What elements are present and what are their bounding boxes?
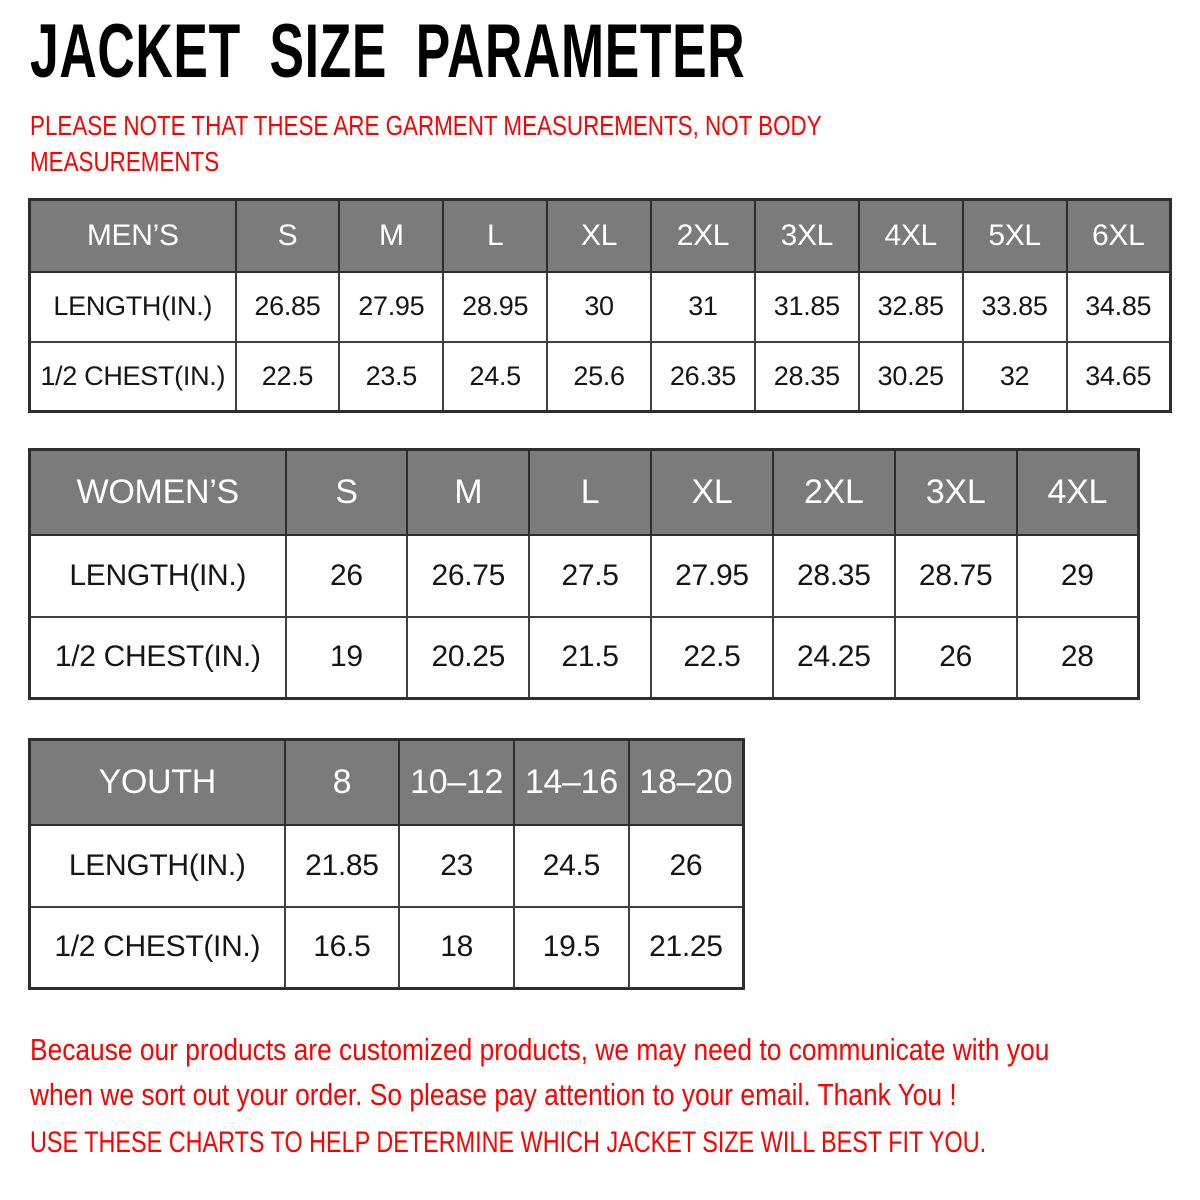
- measurement-row: [30, 825, 744, 907]
- womens-table-title-cell: WOMEN’S: [30, 450, 286, 535]
- measurement-value-cell: 16.5: [285, 907, 400, 989]
- measurement-value-cell: 21.85: [285, 825, 400, 907]
- mens-table-container: [28, 198, 1172, 413]
- measurement-value-cell: 28.95: [443, 272, 547, 342]
- measurement-value-cell: 26.35: [651, 342, 755, 412]
- text-line: Because our products are customized products, we may need to communicate with you: [30, 1032, 1050, 1067]
- garment-measurement-note: [30, 108, 822, 179]
- measurement-value-cell: 31: [651, 272, 755, 342]
- measurement-value-cell: 21.25: [629, 907, 744, 989]
- measurement-row: [30, 272, 1171, 342]
- size-column-header: S: [236, 200, 340, 272]
- row-label-cell: 1/2 CHEST(IN.): [30, 617, 286, 699]
- size-column-header: 18–20: [629, 740, 744, 825]
- measurement-value-cell: 28.75: [895, 535, 1017, 617]
- chart-usage-note: USE THESE CHARTS TO HELP DETERMINE WHICH JACKET SIZE WILL BEST FIT YOU.: [30, 1126, 987, 1159]
- measurement-value-cell: 26: [629, 825, 744, 907]
- row-label-cell: 1/2 CHEST(IN.): [30, 342, 236, 412]
- size-column-header: M: [407, 450, 529, 535]
- measurement-value-cell: 24.5: [443, 342, 547, 412]
- measurement-row: [30, 342, 1171, 412]
- measurement-value-cell: 19: [286, 617, 408, 699]
- measurement-value-cell: 32.85: [859, 272, 963, 342]
- mens-size-table: [28, 198, 1172, 413]
- mens-table-title-cell: MEN’S: [30, 200, 236, 272]
- size-column-header: 2XL: [773, 450, 895, 535]
- text-line: PLEASE NOTE THAT THESE ARE GARMENT MEASUREMENTS, NOT BODY: [30, 110, 822, 141]
- measurement-value-cell: 27.95: [339, 272, 443, 342]
- measurement-value-cell: 26.75: [407, 535, 529, 617]
- measurement-value-cell: 30.25: [859, 342, 963, 412]
- measurement-value-cell: 26: [286, 535, 408, 617]
- size-column-header: XL: [651, 450, 773, 535]
- measurement-row: [30, 907, 744, 989]
- row-label-cell: LENGTH(IN.): [30, 825, 285, 907]
- measurement-value-cell: 25.6: [547, 342, 651, 412]
- measurement-value-cell: 27.5: [529, 535, 651, 617]
- page-title: JACKET SIZE PARAMETER: [30, 9, 746, 94]
- size-column-header: M: [339, 200, 443, 272]
- measurement-value-cell: 32: [963, 342, 1067, 412]
- youth-table-title-cell: YOUTH: [30, 740, 285, 825]
- youth-size-table: [28, 738, 745, 990]
- size-column-header: 3XL: [895, 450, 1017, 535]
- measurement-value-cell: 24.5: [514, 825, 629, 907]
- size-column-header: XL: [547, 200, 651, 272]
- measurement-value-cell: 31.85: [755, 272, 859, 342]
- measurement-value-cell: 20.25: [407, 617, 529, 699]
- measurement-value-cell: 27.95: [651, 535, 773, 617]
- row-label-cell: 1/2 CHEST(IN.): [30, 907, 285, 989]
- measurement-value-cell: 33.85: [963, 272, 1067, 342]
- size-column-header: 4XL: [859, 200, 963, 272]
- size-column-header: L: [443, 200, 547, 272]
- header-row: [30, 200, 1171, 272]
- measurement-value-cell: 22.5: [236, 342, 340, 412]
- measurement-value-cell: 34.85: [1067, 272, 1171, 342]
- row-label-cell: LENGTH(IN.): [30, 535, 286, 617]
- measurement-value-cell: 26.85: [236, 272, 340, 342]
- measurement-value-cell: 19.5: [514, 907, 629, 989]
- womens-size-table: [28, 448, 1140, 700]
- size-column-header: 8: [285, 740, 400, 825]
- size-column-header: S: [286, 450, 408, 535]
- size-column-header: 5XL: [963, 200, 1067, 272]
- measurement-value-cell: 28: [1017, 617, 1139, 699]
- measurement-row: [30, 617, 1139, 699]
- size-column-header: 14–16: [514, 740, 629, 825]
- text-line: MEASUREMENTS: [30, 145, 220, 177]
- size-column-header: 3XL: [755, 200, 859, 272]
- youth-table-container: [28, 738, 745, 990]
- womens-table-container: [28, 448, 1140, 700]
- measurement-value-cell: 28.35: [773, 535, 895, 617]
- measurement-value-cell: 28.35: [755, 342, 859, 412]
- measurement-value-cell: 29: [1017, 535, 1139, 617]
- measurement-value-cell: 23.5: [339, 342, 443, 412]
- header-row: [30, 740, 744, 825]
- measurement-value-cell: 34.65: [1067, 342, 1171, 412]
- measurement-row: [30, 535, 1139, 617]
- header-row: [30, 450, 1139, 535]
- measurement-value-cell: 23: [399, 825, 514, 907]
- measurement-value-cell: 26: [895, 617, 1017, 699]
- measurement-value-cell: 18: [399, 907, 514, 989]
- measurement-value-cell: 22.5: [651, 617, 773, 699]
- measurement-value-cell: 24.25: [773, 617, 895, 699]
- size-column-header: L: [529, 450, 651, 535]
- measurement-value-cell: 21.5: [529, 617, 651, 699]
- text-line: when we sort out your order. So please pay attention to your email. Thank You !: [30, 1076, 957, 1112]
- measurement-value-cell: 30: [547, 272, 651, 342]
- size-column-header: 10–12: [399, 740, 514, 825]
- size-column-header: 4XL: [1017, 450, 1139, 535]
- size-column-header: 2XL: [651, 200, 755, 272]
- size-column-header: 6XL: [1067, 200, 1171, 272]
- customization-notice: [30, 1028, 1049, 1118]
- row-label-cell: LENGTH(IN.): [30, 272, 236, 342]
